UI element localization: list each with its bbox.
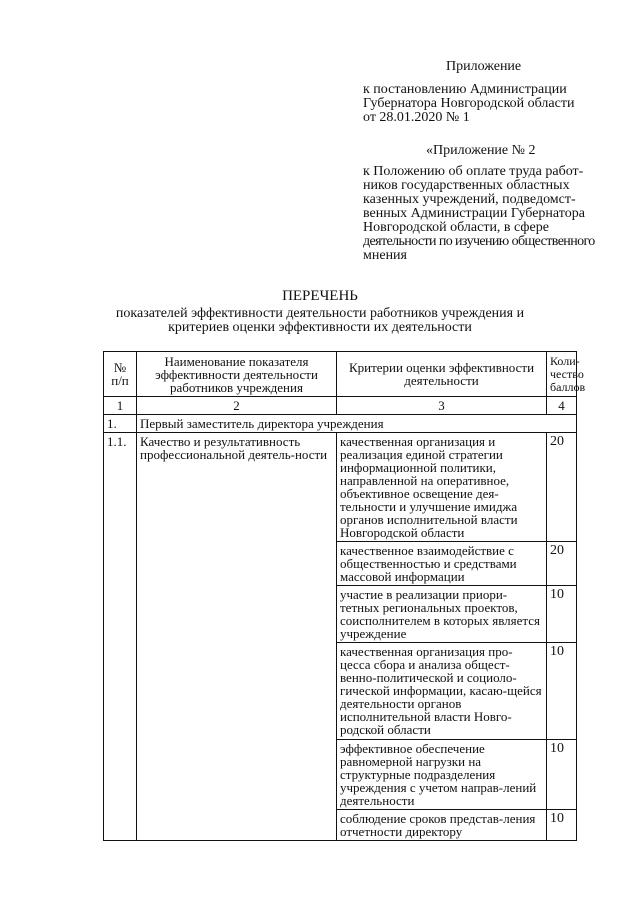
table-header-row — [104, 352, 577, 397]
appendix-line: Губернатора Новгородской области — [363, 96, 575, 111]
criterion-points: 20 — [547, 433, 577, 542]
criterion-points: 10 — [547, 586, 577, 643]
criterion-text: качественное взаимодействие с общественностью и средствами массовой информации — [337, 542, 547, 586]
appendix2-reference — [363, 165, 595, 263]
appendix2-line: ников государственных областных — [363, 178, 570, 193]
criterion-text: качественная организация и реализация единой стратегии информационной политики, направленной на оперативное, объективное освещение дея-тельности и улучшение имиджа органов исполнительной власти Новгородской области — [337, 433, 547, 542]
document-title: ПЕРЕЧЕНЬ — [282, 288, 358, 304]
col-header-number: № п/п — [104, 352, 137, 397]
criterion-text: соблюдение сроков представ-ления отчетности директору — [337, 810, 547, 841]
subtitle-line: показателей эффективности деятельности работников учреждения и — [115, 306, 525, 321]
appendix-line: от 28.01.2020 № 1 — [363, 110, 470, 125]
section-label: Первый заместитель директора учреждения — [137, 415, 577, 433]
appendix-line: к постановлению Администрации — [363, 82, 567, 97]
col-number: 4 — [547, 397, 577, 415]
appendix2-line: Новгородской области, в сфере — [363, 220, 549, 235]
appendix2-line: деятельности по изучению общественного — [363, 234, 595, 249]
col-header-criteria: Критерии оценки эффективности деятельности — [337, 352, 547, 397]
criterion-text: участие в реализации приори-тетных региональных проектов, соисполнителем в которых является учреждение — [337, 586, 547, 643]
criterion-points: 10 — [547, 740, 577, 810]
document-subtitle — [100, 307, 540, 335]
criterion-points: 10 — [547, 810, 577, 841]
column-numbers-row — [104, 397, 577, 415]
appendix-reference — [363, 83, 574, 125]
criterion-text: качественная организация про-цесса сбора и анализа общест-венно-политической и социоло-гической информации, касаю-щейся деятельности органов исполнительной власти Новго-родской области — [337, 643, 547, 740]
appendix2-line: казенных учреждений, подведомст- — [363, 192, 576, 207]
col-header-indicator: Наименование показателя эффективности деятельности работников учреждения — [137, 352, 337, 397]
criterion-points: 10 — [547, 643, 577, 740]
criterion-points: 20 — [547, 542, 577, 586]
col-number: 3 — [337, 397, 547, 415]
appendix2-line: венных Администрации Губернатора — [363, 206, 585, 221]
section-row — [104, 415, 577, 433]
section-number: 1. — [104, 415, 137, 433]
group-indicator: Качество и результативность профессиональной деятель-ности — [137, 433, 337, 841]
indicators-table — [103, 351, 586, 841]
appendix2-title: «Приложение № 2 — [426, 143, 536, 158]
appendix2-line: к Положению об оплате труда работ- — [363, 164, 584, 179]
col-number: 1 — [104, 397, 137, 415]
col-number: 2 — [137, 397, 337, 415]
criterion-text: эффективное обеспечение равномерной нагрузки на структурные подразделения учреждения с учетом направ-лений деятельности — [337, 740, 547, 810]
table-row — [104, 433, 577, 542]
appendix-title: Приложение — [446, 59, 522, 74]
group-number: 1.1. — [104, 433, 137, 841]
col-header-points: Коли-чество баллов — [547, 352, 577, 397]
subtitle-line: критериев оценки эффективности их деятельности — [168, 320, 472, 335]
appendix2-line: мнения — [363, 248, 407, 263]
